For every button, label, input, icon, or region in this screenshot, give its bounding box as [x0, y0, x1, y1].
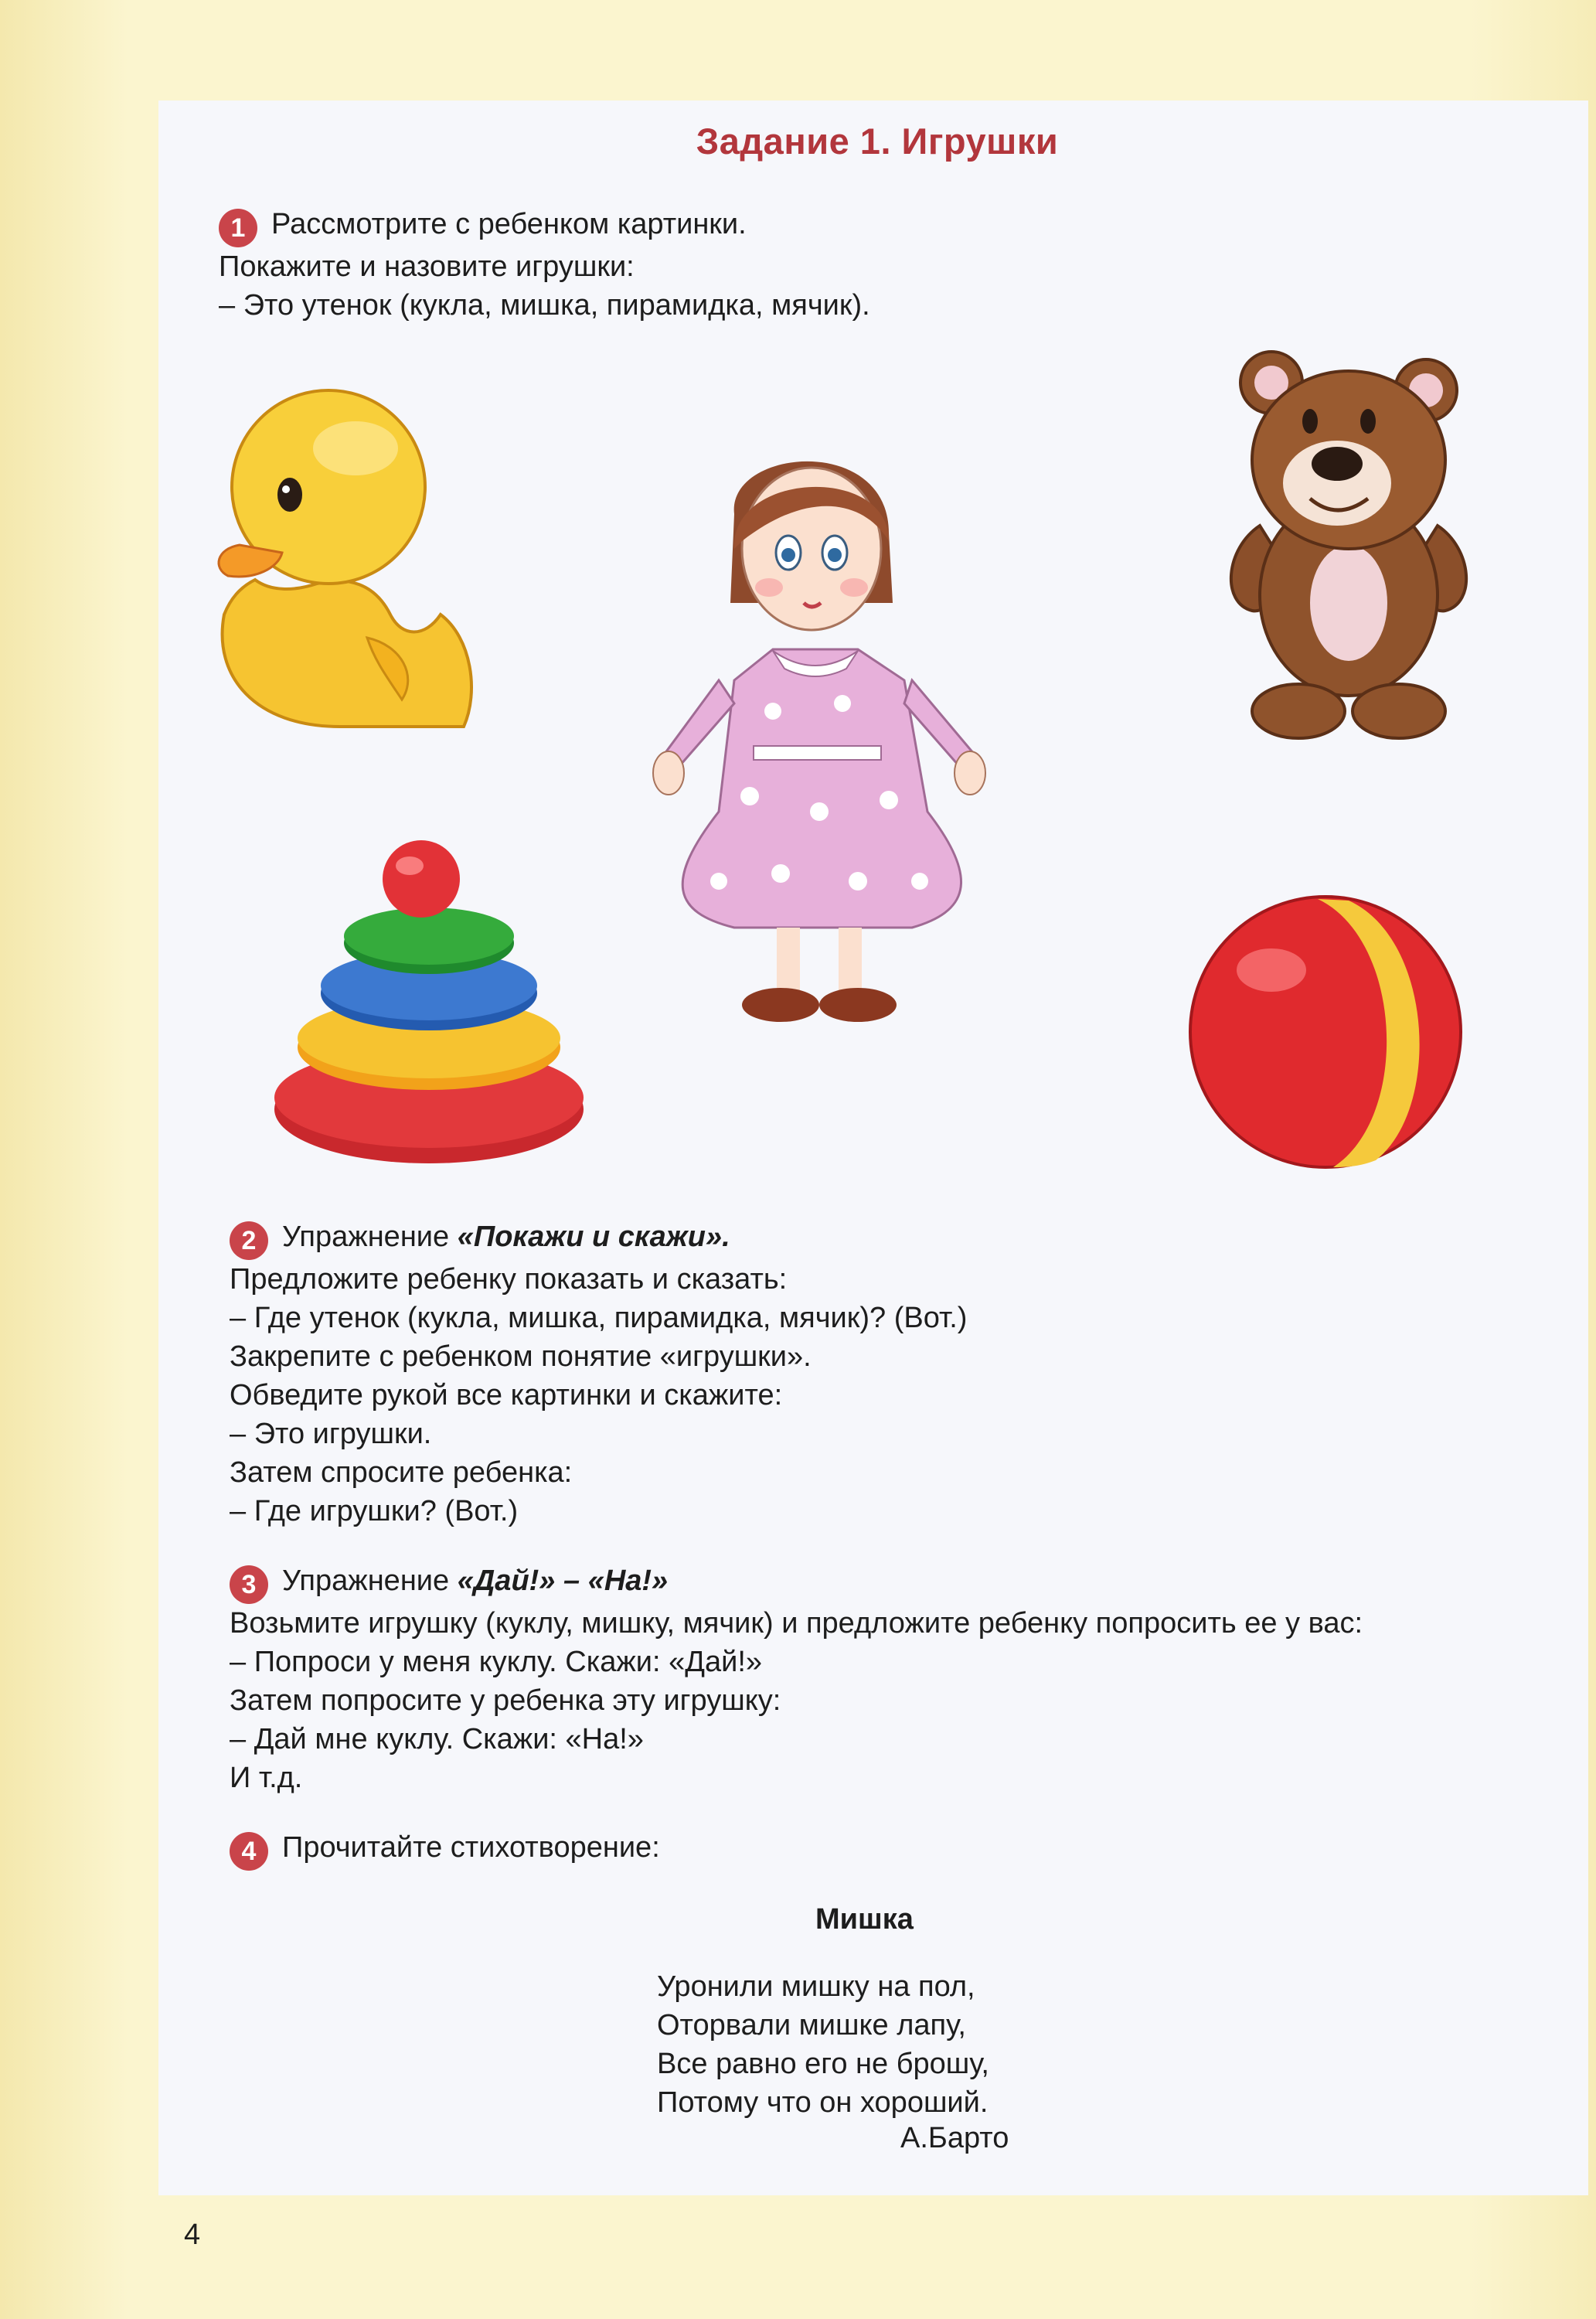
task-2-line-2: – Где утенок (кукла, мишка, пирамидка, мячик)? (Вот.) — [230, 1302, 968, 1334]
page-title: Задание 1. Игрушки — [696, 121, 1059, 162]
task-1-line-1: Рассмотрите с ребенком картинки. — [271, 208, 747, 240]
pyramid-illustration — [267, 839, 591, 1179]
task-3-line-5: И т.д. — [230, 1762, 303, 1794]
task-2-line-3: Закрепите с ребенком понятие «игрушки». — [230, 1340, 812, 1373]
task-2-line-6: Затем спросите ребенка: — [230, 1456, 573, 1489]
task-3-line-4: – Дай мне куклу. Скажи: «На!» — [230, 1723, 644, 1755]
doll-illustration — [657, 448, 1074, 1067]
task-number-3: 3 — [230, 1565, 268, 1604]
task-3-prefix: Упражнение — [282, 1565, 458, 1597]
duck-illustration — [209, 383, 487, 738]
teddy-bear-illustration — [1210, 348, 1488, 742]
task-4-text: Прочитайте стихотворение: — [282, 1831, 660, 1864]
task-4 — [230, 1828, 660, 1871]
poem — [657, 1967, 989, 2122]
task-number-2: 2 — [230, 1221, 268, 1260]
task-2-line-5: – Это игрушки. — [230, 1418, 432, 1450]
task-3-line-2: – Попроси у меня куклу. Скажи: «Дай!» — [230, 1646, 763, 1678]
task-2-line-4: Обведите рукой все картинки и скажите: — [230, 1379, 783, 1411]
task-3 — [230, 1561, 1363, 1797]
poem-author: А.Барто — [900, 2122, 1009, 2154]
task-3-line-1: Возьмите игрушку (куклу, мишку, мячик) и предложите ребенку попросить ее у вас: — [230, 1607, 1363, 1640]
task-3-emphasis: «Дай!» – «На!» — [457, 1565, 669, 1597]
task-2-emphasis: «Покажи и скажи». — [457, 1221, 730, 1253]
ball-illustration — [1186, 893, 1465, 1171]
task-2-line-1: Предложите ребенку показать и сказать: — [230, 1263, 788, 1296]
task-1 — [219, 205, 870, 325]
task-2 — [230, 1217, 967, 1531]
poem-title: Мишка — [815, 1903, 914, 1936]
task-1-line-3: – Это утенок (кукла, мишка, пирамидка, мячик). — [219, 289, 870, 322]
page-number: 4 — [184, 2219, 201, 2251]
poem-line-1: Уронили мишку на пол, — [657, 1970, 975, 2003]
task-number-4: 4 — [230, 1832, 268, 1871]
task-1-line-2: Покажите и назовите игрушки: — [219, 250, 635, 283]
poem-line-4: Потому что он хороший. — [657, 2086, 989, 2119]
poem-line-3: Все равно его не брошу, — [657, 2048, 989, 2080]
task-number-1: 1 — [219, 209, 257, 247]
task-2-prefix: Упражнение — [282, 1221, 458, 1253]
task-2-line-7: – Где игрушки? (Вот.) — [230, 1495, 519, 1527]
poem-line-2: Оторвали мишке лапу, — [657, 2009, 966, 2041]
task-3-line-3: Затем попросите у ребенка эту игрушку: — [230, 1684, 781, 1717]
